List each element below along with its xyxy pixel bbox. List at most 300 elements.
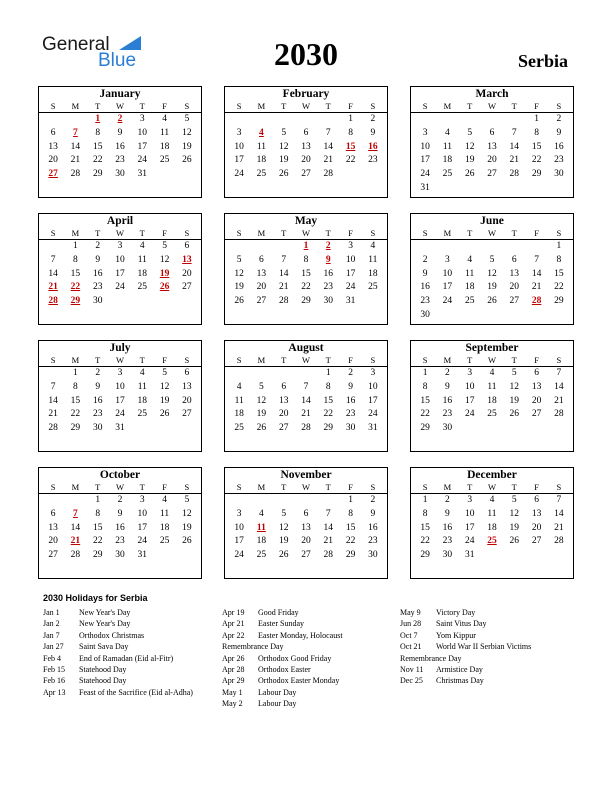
weekday-label: S: [422, 355, 428, 365]
day-cell: 31: [115, 423, 125, 434]
day-cell: 15: [345, 141, 356, 152]
day-cell: 12: [256, 395, 267, 406]
month-name: June: [480, 215, 504, 227]
day-cell: 28: [301, 423, 311, 434]
day-cell: 17: [442, 282, 453, 293]
day-cell: 27: [531, 536, 542, 547]
day-cell: 21: [70, 536, 81, 547]
day-cell: 23: [554, 155, 564, 166]
empty-day-cell: [228, 240, 250, 254]
day-cell: 16: [368, 141, 378, 152]
day-cell: 24: [442, 296, 453, 307]
day-cell: 15: [92, 141, 103, 152]
day-cell: 6: [281, 381, 287, 392]
day-cell: 12: [464, 141, 475, 152]
empty-day-cell: [250, 240, 272, 254]
day-cell: 15: [345, 522, 356, 533]
day-cell: 15: [554, 268, 564, 279]
day-cell: 11: [159, 127, 170, 138]
weekday-label: T: [467, 228, 473, 238]
day-cell: 14: [509, 141, 520, 152]
day-cell: 5: [162, 368, 167, 378]
day-cell: 9: [117, 508, 123, 519]
weekday-label: S: [556, 482, 562, 492]
day-cell: 28: [531, 296, 542, 307]
day-cell: 3: [467, 368, 473, 378]
day-cell: 31: [137, 169, 148, 180]
day-cell: 13: [182, 381, 192, 392]
day-cell: 8: [422, 381, 428, 392]
weekday-label: T: [139, 355, 145, 365]
day-cell: 11: [487, 381, 497, 392]
weekday-label: T: [325, 482, 331, 492]
day-cell: 7: [556, 368, 562, 378]
day-cell: 13: [182, 254, 192, 265]
day-cell: 9: [348, 381, 353, 392]
month-march: [410, 86, 574, 198]
day-cell: 12: [182, 127, 192, 138]
day-cell: 21: [278, 282, 289, 293]
day-cell: 1: [73, 241, 78, 251]
day-cell: 4: [445, 127, 450, 138]
day-cell: 24: [137, 536, 148, 547]
month-name: October: [99, 469, 141, 481]
holiday-item: [222, 653, 343, 664]
empty-day-cell: [414, 240, 436, 254]
month-name: February: [282, 88, 330, 100]
day-cell: 7: [325, 127, 331, 138]
day-cell: 3: [236, 508, 242, 519]
day-cell: 1: [303, 241, 309, 251]
day-cell: 9: [95, 381, 101, 392]
weekday-label: T: [281, 228, 287, 238]
day-cell: 13: [531, 508, 542, 519]
weekday-label: S: [236, 228, 242, 238]
day-cell: 15: [70, 395, 81, 406]
day-cell: 8: [556, 254, 562, 265]
day-cell: 19: [487, 282, 497, 293]
day-cell: 30: [115, 169, 125, 180]
day-cell: 3: [139, 114, 145, 124]
day-cell: 25: [256, 169, 267, 180]
day-cell: 28: [554, 409, 564, 420]
day-cell: 8: [95, 127, 101, 138]
day-cell: 22: [323, 409, 334, 420]
month-may: [224, 213, 388, 325]
day-cell: 25: [137, 282, 148, 293]
day-cell: 5: [489, 254, 495, 265]
day-cell: 25: [234, 423, 244, 434]
day-cell: 15: [420, 522, 430, 533]
holiday-date: Apr 26: [222, 653, 245, 663]
weekday-label: S: [184, 482, 190, 492]
day-cell: 25: [487, 536, 497, 547]
day-cell: 2: [95, 241, 101, 251]
weekday-label: F: [348, 355, 353, 365]
month-september: [410, 340, 574, 452]
day-cell: 10: [137, 508, 148, 519]
day-cell: 18: [159, 141, 170, 152]
day-cell: 19: [509, 395, 520, 406]
weekday-label: T: [95, 482, 101, 492]
day-cell: 9: [325, 254, 331, 265]
day-cell: 11: [137, 254, 147, 265]
holiday-date: Apr 21: [222, 619, 245, 629]
day-cell: 15: [420, 395, 430, 406]
day-cell: 10: [234, 522, 244, 533]
empty-day-cell: [436, 240, 458, 254]
day-cell: 29: [531, 169, 542, 180]
weekday-label: M: [257, 355, 266, 365]
day-cell: 8: [303, 254, 309, 265]
day-cell: 14: [301, 395, 311, 406]
empty-day-cell: [42, 367, 64, 381]
day-cell: 25: [159, 155, 170, 166]
day-cell: 14: [70, 141, 81, 152]
day-cell: 20: [48, 536, 58, 547]
day-cell: 18: [464, 282, 475, 293]
holiday-name: Good Friday: [258, 608, 299, 617]
weekday-label: S: [184, 228, 190, 238]
holiday-date: Feb 15: [43, 664, 65, 674]
holiday-name: End of Ramadan (Eid al-Fitr): [79, 653, 174, 663]
holiday-name: Labour Day: [258, 687, 297, 697]
weekday-label: S: [556, 228, 562, 238]
day-cell: 21: [48, 282, 58, 293]
weekday-label: T: [467, 482, 473, 492]
day-cell: 9: [445, 381, 450, 392]
holiday-item: [222, 618, 343, 629]
day-cell: 23: [368, 155, 378, 166]
day-cell: 23: [442, 409, 453, 420]
month-name: September: [465, 342, 519, 354]
day-cell: 8: [73, 254, 78, 265]
day-cell: 29: [323, 423, 334, 434]
day-cell: 12: [487, 268, 497, 279]
day-cell: 3: [139, 495, 145, 505]
day-cell: 22: [92, 155, 103, 166]
day-cell: 22: [420, 409, 430, 420]
empty-day-cell: [250, 367, 272, 381]
weekday-label: S: [236, 355, 242, 365]
day-cell: 4: [467, 254, 473, 265]
day-cell: 15: [531, 141, 542, 152]
day-cell: 3: [422, 127, 428, 138]
weekday-label: M: [443, 228, 452, 238]
day-cell: 16: [442, 395, 453, 406]
holiday-date: Feb 16: [43, 676, 65, 686]
weekday-label: S: [370, 228, 376, 238]
day-cell: 6: [50, 508, 56, 519]
day-cell: 28: [48, 423, 58, 434]
day-cell: 20: [48, 155, 58, 166]
holiday-date: Jan 2: [43, 619, 60, 629]
day-cell: 16: [115, 522, 125, 533]
day-cell: 31: [420, 182, 430, 193]
day-cell: 24: [464, 409, 475, 420]
day-cell: 20: [182, 268, 192, 279]
weekday-label: S: [236, 482, 242, 492]
day-cell: 28: [70, 169, 81, 180]
holiday-date: Feb 4: [43, 653, 61, 663]
holidays-title: 2030 Holidays for Serbia: [43, 593, 148, 603]
day-cell: 27: [301, 550, 311, 561]
day-cell: 26: [278, 169, 289, 180]
day-cell: 18: [234, 409, 244, 420]
page-title-year: 2030: [274, 36, 338, 72]
holiday-date: Apr 13: [43, 687, 66, 697]
day-cell: 25: [256, 550, 267, 561]
day-cell: 6: [534, 368, 539, 378]
day-cell: 12: [509, 381, 520, 392]
day-cell: 3: [348, 241, 353, 251]
weekday-label: S: [236, 101, 242, 111]
day-cell: 2: [445, 495, 450, 505]
day-cell: 9: [556, 127, 562, 138]
holiday-item: [400, 653, 531, 664]
day-cell: 14: [70, 522, 81, 533]
day-cell: 14: [554, 508, 564, 519]
holiday-name: New Year's Day: [79, 619, 131, 629]
day-cell: 16: [92, 395, 103, 406]
holiday-column: [43, 607, 193, 698]
day-cell: 29: [92, 169, 103, 180]
empty-day-cell: [42, 240, 64, 254]
day-cell: 1: [534, 114, 539, 124]
day-cell: 10: [464, 508, 475, 519]
empty-day-cell: [503, 113, 525, 127]
day-cell: 2: [422, 254, 428, 265]
month-name: May: [294, 215, 318, 227]
day-cell: 22: [420, 536, 430, 547]
weekday-label: F: [348, 101, 353, 111]
holiday-date: Apr 28: [222, 664, 245, 674]
holiday-name: New Year's Day: [79, 608, 131, 617]
day-cell: 4: [139, 368, 145, 378]
holiday-date: Jun 28: [400, 619, 422, 629]
weekday-label: T: [281, 482, 287, 492]
empty-day-cell: [228, 113, 250, 127]
holiday-name: Christmas Day: [436, 676, 484, 686]
day-cell: 17: [137, 522, 148, 533]
day-cell: 23: [92, 282, 103, 293]
weekday-label: S: [370, 482, 376, 492]
day-cell: 27: [487, 169, 497, 180]
day-cell: 11: [487, 508, 497, 519]
day-cell: 4: [236, 381, 242, 392]
day-cell: 12: [278, 522, 289, 533]
day-cell: 24: [137, 155, 148, 166]
holiday-item: [43, 630, 193, 641]
holiday-name: Remembrance Day: [400, 653, 462, 663]
weekday-label: M: [443, 482, 452, 492]
day-cell: 1: [325, 368, 331, 378]
day-cell: 6: [259, 254, 264, 265]
day-cell: 31: [137, 550, 148, 561]
day-cell: 26: [509, 536, 520, 547]
day-cell: 30: [442, 423, 453, 434]
day-cell: 22: [70, 409, 81, 420]
day-cell: 20: [182, 395, 192, 406]
day-cell: 19: [182, 522, 192, 533]
day-cell: 20: [487, 155, 497, 166]
day-cell: 11: [234, 395, 244, 406]
holiday-item: [400, 675, 531, 686]
day-cell: 13: [509, 268, 520, 279]
day-cell: 3: [370, 368, 376, 378]
day-cell: 19: [159, 268, 170, 279]
day-cell: 5: [511, 495, 517, 505]
empty-day-cell: [273, 113, 295, 127]
day-cell: 26: [487, 296, 497, 307]
holiday-item: [222, 698, 343, 709]
day-cell: 18: [159, 522, 170, 533]
day-cell: 14: [323, 141, 334, 152]
weekday-label: S: [556, 101, 562, 111]
holiday-item: [400, 607, 531, 618]
day-cell: 25: [137, 409, 148, 420]
day-cell: 13: [301, 522, 311, 533]
day-cell: 18: [137, 395, 148, 406]
holiday-item: [400, 630, 531, 641]
weekday-label: T: [139, 228, 145, 238]
holiday-date: Nov 11: [400, 664, 424, 674]
empty-day-cell: [295, 494, 317, 508]
day-cell: 5: [511, 368, 517, 378]
day-cell: 9: [95, 254, 101, 265]
day-cell: 27: [182, 409, 192, 420]
day-cell: 20: [256, 282, 267, 293]
weekday-label: W: [487, 101, 496, 111]
weekday-label: W: [115, 355, 124, 365]
day-cell: 6: [489, 127, 495, 138]
day-cell: 23: [115, 155, 125, 166]
day-cell: 16: [345, 395, 356, 406]
day-cell: 26: [182, 155, 192, 166]
day-cell: 24: [115, 409, 125, 420]
day-cell: 13: [278, 395, 289, 406]
weekday-label: T: [139, 101, 145, 111]
day-cell: 16: [323, 268, 334, 279]
weekday-label: T: [325, 101, 331, 111]
holiday-name: Labour Day: [258, 699, 297, 709]
day-cell: 30: [420, 309, 430, 320]
empty-day-cell: [273, 494, 295, 508]
holiday-name: Orthodox Easter Monday: [258, 676, 340, 686]
day-cell: 17: [420, 155, 430, 166]
day-cell: 29: [554, 296, 564, 307]
weekday-label: S: [422, 101, 428, 111]
day-cell: 13: [301, 141, 311, 152]
weekday-label: S: [370, 355, 376, 365]
empty-day-cell: [273, 240, 295, 254]
day-cell: 19: [256, 409, 267, 420]
day-cell: 9: [370, 127, 376, 138]
day-cell: 25: [487, 409, 497, 420]
holiday-date: Jan 27: [43, 642, 64, 652]
holiday-item: [222, 607, 343, 618]
weekday-label: S: [370, 101, 376, 111]
day-cell: 11: [256, 522, 266, 533]
day-cell: 18: [137, 268, 148, 279]
day-cell: 4: [489, 368, 495, 378]
weekday-label: T: [281, 355, 287, 365]
holiday-name: Feast of the Sacrifice (Eid al-Adha): [79, 687, 193, 697]
day-cell: 8: [325, 381, 331, 392]
empty-day-cell: [459, 240, 481, 254]
day-cell: 1: [95, 114, 101, 124]
day-cell: 27: [301, 169, 311, 180]
day-cell: 28: [554, 536, 564, 547]
day-cell: 7: [556, 495, 562, 505]
month-january: [38, 86, 202, 198]
day-cell: 26: [182, 536, 192, 547]
weekday-label: M: [257, 482, 266, 492]
day-cell: 4: [162, 114, 167, 124]
holiday-item: [43, 675, 193, 686]
month-february: [224, 86, 388, 198]
day-cell: 9: [370, 508, 376, 519]
day-cell: 4: [259, 508, 264, 519]
month-july: [38, 340, 202, 452]
day-cell: 14: [323, 522, 334, 533]
weekday-label: T: [511, 482, 517, 492]
day-cell: 28: [323, 169, 334, 180]
holiday-date: Dec 25: [400, 676, 423, 686]
weekday-label: S: [422, 482, 428, 492]
day-cell: 29: [301, 296, 311, 307]
day-cell: 14: [48, 268, 58, 279]
day-cell: 3: [445, 254, 450, 265]
day-cell: 12: [234, 268, 244, 279]
day-cell: 7: [73, 127, 78, 138]
day-cell: 2: [348, 368, 353, 378]
day-cell: 17: [115, 268, 125, 279]
day-cell: 4: [139, 241, 145, 251]
weekday-label: F: [162, 101, 167, 111]
weekday-label: S: [50, 101, 56, 111]
empty-day-cell: [64, 494, 86, 508]
day-cell: 24: [464, 536, 475, 547]
weekday-label: T: [325, 355, 331, 365]
day-cell: 15: [323, 395, 334, 406]
day-cell: 24: [420, 169, 430, 180]
weekday-label: S: [184, 355, 190, 365]
weekday-label: T: [95, 101, 101, 111]
month-october: [38, 467, 202, 579]
day-cell: 30: [92, 296, 103, 307]
day-cell: 17: [464, 395, 475, 406]
weekday-label: T: [139, 482, 145, 492]
weekday-label: M: [257, 101, 266, 111]
day-cell: 24: [368, 409, 378, 420]
day-cell: 22: [92, 536, 103, 547]
weekday-label: S: [184, 101, 190, 111]
day-cell: 22: [301, 282, 311, 293]
day-cell: 19: [278, 155, 289, 166]
day-cell: 17: [115, 395, 125, 406]
day-cell: 13: [48, 522, 58, 533]
day-cell: 23: [92, 409, 103, 420]
empty-day-cell: [250, 494, 272, 508]
day-cell: 8: [348, 127, 353, 138]
weekday-label: T: [467, 101, 473, 111]
day-cell: 26: [464, 169, 475, 180]
holiday-date: Oct 7: [400, 630, 418, 640]
day-cell: 5: [281, 127, 287, 138]
holiday-name: Easter Monday, Holocaust: [258, 630, 343, 640]
weekday-label: F: [534, 355, 539, 365]
